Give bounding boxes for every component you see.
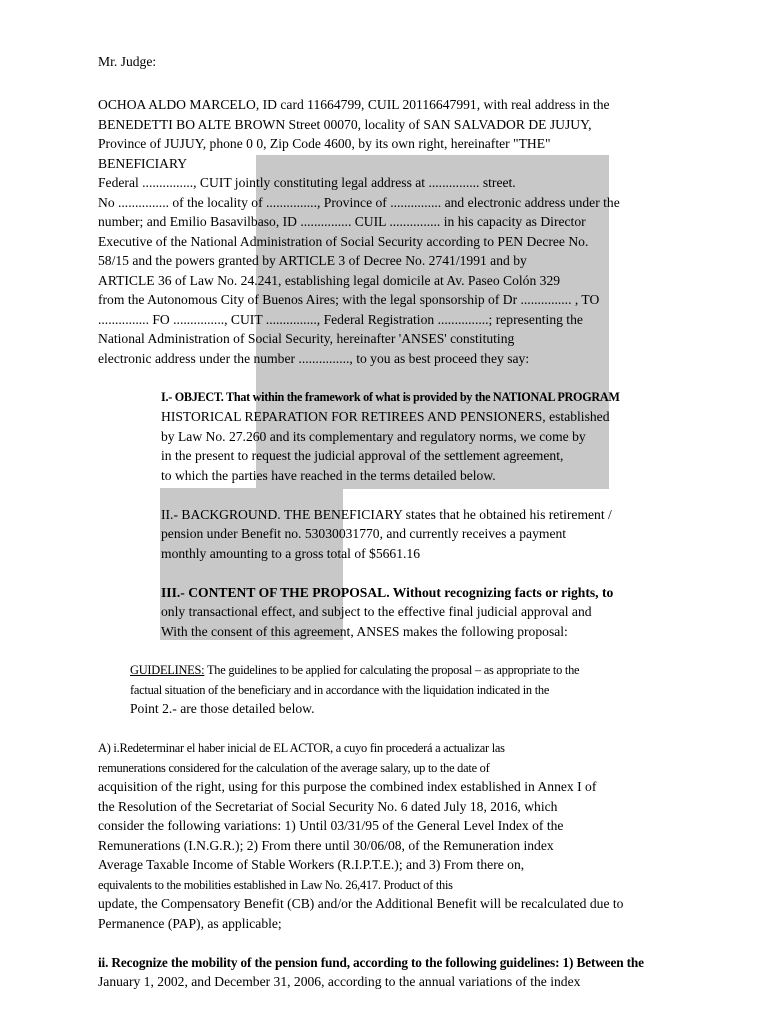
item-a-line: Permanence (PAP), as applicable; [98,916,282,931]
intro-line: Federal ..............., CUIT jointly constituting legal address at ............... street. [98,175,516,190]
section-proposal-line: only transactional effect, and subject to the effective final judicial approval and [161,604,592,619]
intro-line: OCHOA ALDO MARCELO, ID card 11664799, CUIL 20116647991, with real address in the [98,97,610,112]
section-object-line: to which the parties have reached in the terms detailed below. [161,468,496,483]
intro-line: BENEFICIARY [98,156,188,171]
section-proposal-heading: III.- CONTENT OF THE PROPOSAL. Without recognizing facts or rights, to [161,585,614,600]
item-b-line: ii. Recognize the mobility of the pension fund, according to the following guidelines: 1) Between the [98,955,644,970]
intro-line: No ............... of the locality of ..............., Province of ............... and electronic address under the [98,195,620,210]
intro-line: from the Autonomous City of Buenos Aires; with the legal sponsorship of Dr ............... , TO [98,292,600,307]
section-object-line: by Law No. 27.260 and its complementary and regulatory norms, we come by [161,429,586,444]
section-proposal-line: With the consent of this agreement, ANSES makes the following proposal: [161,624,568,639]
section-background-line: pension under Benefit no. 53030031770, and currently receives a payment [161,526,567,541]
intro-line: 58/15 and the powers granted by ARTICLE 3 of Decree No. 2741/1991 and by [98,253,527,268]
item-b-line: January 1, 2002, and December 31, 2006, according to the annual variations of the index [98,974,581,989]
item-a-line: Remunerations (I.N.G.R.); 2) From there until 30/06/08, of the Remuneration index [98,838,554,853]
guidelines-text: The guidelines to be applied for calculating the proposal – as appropriate to the [204,663,580,677]
guidelines-line: Point 2.- are those detailed below. [130,701,315,716]
item-a-line: Average Taxable Income of Stable Workers (R.I.P.T.E.); and 3) From there on, [98,857,525,872]
item-a-line: A) i.Redeterminar el haber inicial de EL ACTOR, a cuyo fin procederá a actualizar las [98,741,505,755]
intro-line: National Administration of Social Security, hereinafter 'ANSES' constituting [98,331,515,346]
item-a-line: consider the following variations: 1) Until 03/31/95 of the General Level Index of the [98,818,564,833]
intro-line: ............... FO ..............., CUIT ..............., Federal Registration ...............; representing the [98,312,583,327]
item-a-line: remunerations considered for the calculation of the average salary, up to the date of [98,761,490,775]
guidelines-line [130,661,579,679]
section-object-line: in the present to request the judicial approval of the settlement agreement, [161,448,564,463]
item-a-line: acquisition of the right, using for this purpose the combined index established in Annex I of [98,779,597,794]
item-a-line: update, the Compensatory Benefit (CB) and/or the Additional Benefit will be recalculated due to [98,896,624,911]
intro-line: Executive of the National Administration of Social Security according to PEN Decree No. [98,234,589,249]
intro-line: electronic address under the number ..............., to you as best proceed they say: [98,351,530,366]
section-background-line: II.- BACKGROUND. THE BENEFICIARY states that he obtained his retirement / [161,507,612,522]
item-a-line: the Resolution of the Secretariat of Social Security No. 6 dated July 18, 2016, which [98,799,558,814]
item-a-line: equivalents to the mobilities established in Law No. 26,417. Product of this [98,878,453,892]
intro-line: Province of JUJUY, phone 0 0, Zip Code 4600, by its own right, hereinafter "THE" [98,136,551,151]
intro-line: number; and Emilio Basavilbaso, ID ............... CUIL ............... in his capacity as Director [98,214,586,229]
salutation: Mr. Judge: [98,54,157,69]
section-background-line: monthly amounting to a gross total of $5661.16 [161,546,421,561]
guidelines-line: factual situation of the beneficiary and in accordance with the liquidation indicated in the [130,683,550,697]
section-object-line: HISTORICAL REPARATION FOR RETIREES AND PENSIONERS, established [161,409,610,424]
guidelines-label: GUIDELINES: [130,663,205,677]
intro-line: ARTICLE 36 of Law No. 24.241, establishing legal domicile at Av. Paseo Colón 329 [98,273,561,288]
intro-line: BENEDETTI BO ALTE BROWN Street 00070, locality of SAN SALVADOR DE JUJUY, [98,117,592,132]
section-object-heading: I.- OBJECT. That within the framework of what is provided by the NATIONAL PROGRAM [161,390,620,404]
